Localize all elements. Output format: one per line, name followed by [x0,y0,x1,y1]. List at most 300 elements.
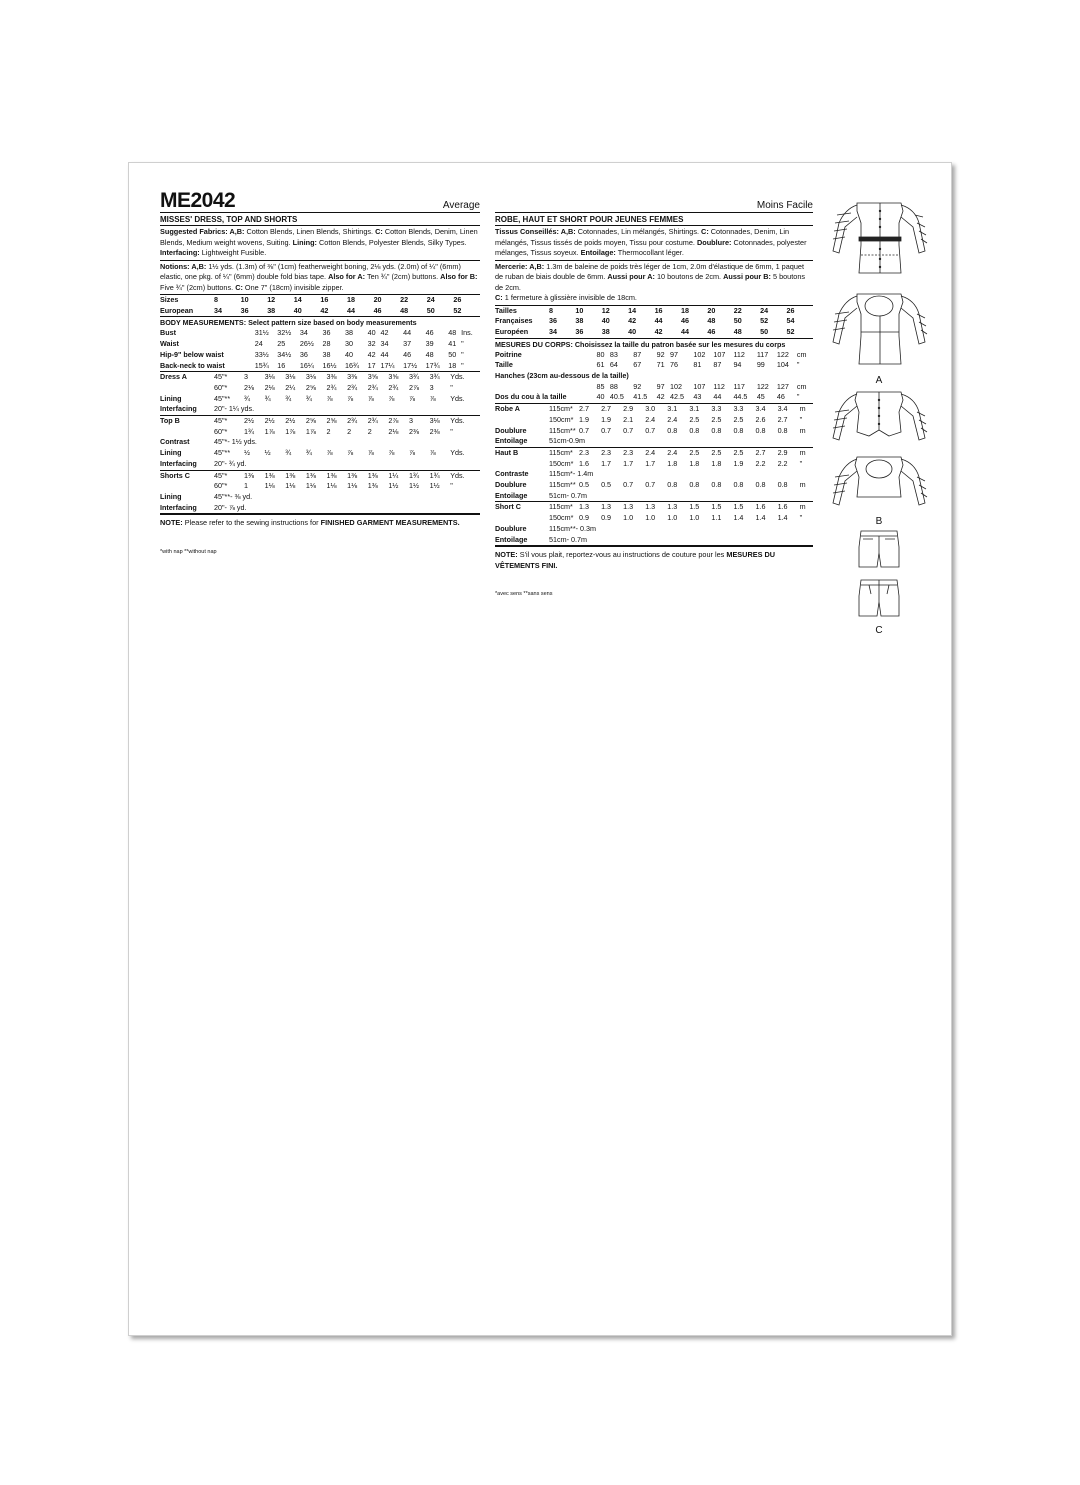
table-cell: 2.3 [601,447,612,457]
table-cell: 18 [680,305,689,315]
table-cell: 80 [596,349,605,359]
table-cell: 60"* [214,481,228,491]
table-cell: " [796,360,800,370]
table-cell: 44 [346,305,355,315]
table-cell: 51cm- 0.7m [549,490,587,500]
table-cell: 1.3 [667,502,678,512]
table-cell: 15¾ [254,360,269,370]
table-cell: 24 [426,295,435,304]
table-cell: 48 [425,349,434,359]
table-cell: 1.5 [689,502,700,512]
table-cell: 52 [453,305,462,315]
table-cell: 32 [367,339,376,349]
table-cell: 1.9 [601,414,612,424]
table-cell: 10 [575,305,584,315]
table-cell: 52 [760,316,769,326]
table-cell: 94 [733,360,742,370]
table-cell: 0.7 [601,425,612,435]
table-cell: 34½ [277,349,292,359]
table-cell: m [799,480,806,490]
table-row [160,416,480,427]
table-cell: 1.0 [667,513,678,523]
table-cell: 112 [713,381,725,391]
table-cell: 1 [244,481,248,491]
table-cell: 1⅜ [285,470,296,480]
table-cell: 1.9 [579,414,589,424]
table-cell: 117 [756,349,769,359]
table-row [495,469,813,480]
row-label: Sizes [160,295,179,304]
table-cell: 1.8 [689,458,700,468]
table-cell: 83 [609,349,618,359]
table-cell: 44 [403,328,412,338]
table-cell: 46 [403,349,412,359]
table-cell: 45"* [214,416,228,426]
table-cell: 1⅛ [326,481,337,491]
table-cell: 0.8 [711,480,722,490]
nap-footnote: *with nap **without nap [160,548,217,555]
row-label [160,383,214,394]
table-cell: 0.8 [777,425,788,435]
table-cell: ½ [244,448,250,458]
table-cell: 24 [254,339,263,349]
table-cell: 3⅜ [347,372,358,382]
table-cell: 0.8 [755,425,766,435]
table-row [160,503,480,514]
table-cell: 1.5 [733,502,744,512]
table-row [495,480,813,491]
pattern-title: MISSES' DRESS, TOP AND SHORTS [160,215,480,226]
row-label: Back-neck to waist [160,360,225,370]
table-cell: 24 [760,305,769,315]
table-cell: 36 [240,305,249,315]
table-cell: 1⅞ [305,426,316,436]
table-row [160,372,480,383]
table-cell: " [799,513,803,523]
table-cell: 0.8 [667,425,678,435]
technical-drawings [829,193,929,636]
table-cell: 38 [345,328,354,338]
dress-a-front-drawing [829,193,929,279]
table-cell: 44 [380,349,389,359]
table-cell: 1.0 [623,513,634,523]
table-cell: 40.5 [609,392,624,402]
table-row [495,415,813,426]
table-row [495,327,813,338]
yardage-tables-fr [495,404,813,546]
table-cell: 60"* [214,382,228,392]
table-cell: 30 [345,339,354,349]
table-cell: 60"* [214,426,228,436]
table-cell: 0.5 [601,480,612,490]
table-cell: 2¼ [285,382,296,392]
table-cell: 2.2 [777,458,788,468]
table-row [160,394,480,405]
table-cell: 3¾ [429,372,440,382]
table-cell: 42 [654,326,663,336]
table-cell: 1.3 [601,502,612,512]
body-measurements-table [160,328,480,372]
table-cell: 1.0 [689,513,700,523]
fabrics-paragraph-fr: Tissus Conseillés: A,B: Cotonnades, Lin mélangés, Shirtings. C: Cotonnades, Denim, Lin mélangés, Tissus tissés de poids moyen, Tissu pour costume. Doublure: Cotonnades, polyester mélanges, Tissus soyeux. Entoilage: Thermocollant léger. [495,226,813,261]
table-cell: 2.2 [755,458,766,468]
table-cell: 2.3 [579,447,589,457]
table-cell: 36 [322,328,331,338]
table-cell: 42.5 [669,392,684,402]
table-cell: 2⅝ [326,416,337,426]
table-cell: 1⅜ [264,470,275,480]
table-row [495,382,813,393]
body-measurements-table-fr [495,350,813,405]
table-cell: 3.1 [667,404,678,414]
table-cell: 107 [693,381,706,391]
table-cell: 1½ [429,481,440,491]
table-cell [225,339,255,350]
table-cell: 3⅛ [429,416,440,426]
row-label: Doublure [495,523,527,533]
table-cell: 50 [760,326,769,336]
table-cell: 14 [628,305,637,315]
table-row [160,437,480,448]
table-cell: ⅞ [388,448,395,458]
table-cell: 150cm* [549,513,574,523]
table-cell: 1⅛ [347,481,358,491]
table-cell: ½ [264,448,271,458]
table-row [495,535,813,546]
table-cell: 36 [549,316,557,326]
table-row [495,436,813,447]
table-cell: ⅞ [347,393,354,403]
notions-paragraph-fr: Mercerie: A,B: 1.3m de baleine de poids très léger de 1cm, 2.0m d'élastique de 6mm, 1 paquet de ruban de biais double de 6mm. Aussi pour A: 10 boutons de 2cm. Aussi pour B: 5 boutons de 2cm. C: 1 fermeture à glissière invisible de 18cm. [495,261,813,306]
table-cell: 2⅜ [409,426,419,436]
row-label: Waist [160,339,179,349]
table-cell: 51cm-0.9m [549,436,585,446]
table-cell: 3.1 [689,404,700,414]
table-cell: 85 [596,381,605,391]
table-cell: 16 [277,360,286,370]
table-cell: 2 [326,426,331,436]
table-cell: 1.5 [711,502,722,512]
table-cell: 8 [214,295,218,304]
table-row [495,491,813,502]
table-cell: ⅞ [429,448,436,458]
table-cell: 36 [575,326,584,336]
table-cell: 1.3 [623,502,634,512]
table-cell: 34 [214,305,222,315]
table-cell: 1¾ [409,470,419,480]
table-cell: 42 [320,305,329,315]
table-cell: 1.3 [579,502,589,512]
table-cell: 22 [400,295,409,304]
table-cell: 81 [693,360,702,370]
table-cell: 3.0 [645,404,656,414]
table-cell: 0.9 [579,513,589,523]
table-cell: 14 [293,295,302,304]
table-cell: 45"**- ⅜ yd. [214,491,253,501]
table-cell: 44 [654,316,663,326]
view-c-drawings [829,527,929,636]
dress-a-back-drawing [829,284,929,370]
table-cell: 3 [244,372,248,382]
table-row [495,371,813,382]
table-cell: 122 [756,381,769,391]
table-cell: 20"- ¾ yd. [214,458,247,468]
row-label: Interfacing [160,502,197,512]
table-cell: 2.6 [755,414,766,424]
table-cell: 122 [776,349,789,359]
table-cell: 3.3 [733,404,744,414]
table-cell: 2⅞ [409,382,419,392]
table-cell: 40 [628,326,637,336]
table-cell: 17¾ [425,360,440,370]
table-cell: 20 [707,305,716,315]
table-cell: ¾ [244,393,250,403]
table-cell: 50 [426,305,435,315]
table-cell: 45 [756,392,765,402]
table-cell: 17½ [403,360,418,370]
table-row [495,426,813,437]
table-cell: 20"- 1¼ yds. [214,404,255,414]
table-row [160,481,480,492]
table-row [495,404,813,415]
table-cell: 1⅜ [367,481,378,491]
table-cell: ⅞ [409,448,415,458]
table-row [160,306,480,317]
yardage-tables [160,372,480,514]
table-cell: 2⅜ [429,426,440,436]
table-cell: 12 [267,295,276,304]
table-cell: 18 [346,295,355,304]
table-cell: ¾ [305,393,312,403]
top-b-back-drawing [829,451,929,511]
table-cell: 0.8 [711,425,722,435]
row-label: Hip-9" below waist [160,349,224,359]
row-label: Entoilage [495,534,528,544]
table-cell: 2⅝ [305,416,316,426]
table-cell: 1.4 [755,513,766,523]
table-cell: 2.7 [777,414,788,424]
table-cell: 2.7 [755,447,766,457]
table-cell: 0.8 [733,425,744,435]
row-label: Contraste [495,469,529,479]
table-cell: 31½ [254,328,269,338]
table-cell: 1¾ [244,426,254,436]
table-cell: 115cm*- 1.4m [549,469,594,479]
table-cell: 22 [733,305,742,315]
table-cell: 16 [654,305,663,315]
table-cell: Yds. [450,448,465,458]
table-cell: 16½ [322,360,337,370]
table-cell: 16 [320,295,329,304]
table-cell: 40 [596,392,605,402]
table-cell: 0.7 [623,480,634,490]
finished-measurements-note-fr: NOTE: S'il vous plait, reportez-vous au instructions de couture pour les MESURES DU VÊTEMENTS FINI. [495,546,813,571]
table-row [160,471,480,482]
table-cell: 2½ [244,416,254,426]
row-label [160,481,214,492]
table-row [495,524,813,535]
row-label: Haut B [495,447,519,457]
table-cell: 42 [380,328,389,338]
english-header [160,190,480,213]
table-cell: 12 [601,305,610,315]
row-label [495,382,567,393]
table-cell: 25 [277,339,286,349]
table-cell: " [461,349,464,359]
sens-footnote: *avec sens **sans sens [495,591,553,598]
table-cell: 40 [367,328,376,338]
row-label: Interfacing [160,404,197,414]
table-row [495,306,813,317]
yardage-table [495,448,813,503]
table-cell: 2¾ [347,416,358,426]
table-cell: 20 [373,295,382,304]
table-cell: 2.7 [601,404,612,414]
size-table [160,295,480,317]
table-cell: 1.7 [623,458,634,468]
table-cell: 34 [299,328,308,338]
notions-paragraph: Notions: A,B: 1½ yds. (1.3m) of ⅜" (1cm) featherweight boning, 2⅛ yds. (2.0m) of ¼" (6mm) elastic, one pkg. of ¼" (6mm) double fold bias tape. Also for A: Ten ¾" (2cm) buttons. Also for B: Five ¾" (2cm) buttons. C: One 7" (18cm) invisible zipper. [160,261,480,296]
table-cell: 51cm- 0.7m [549,534,587,544]
row-label [495,459,549,470]
table-cell: 40 [345,349,354,359]
table-cell: 46 [373,305,382,315]
table-row [495,459,813,470]
row-label: Lining [160,393,182,403]
table-cell: 2.4 [667,414,678,424]
table-cell: 88 [609,381,618,391]
table-cell: 99 [756,360,765,370]
table-cell: 2¾ [388,382,399,392]
shorts-c-front-drawing [829,527,929,571]
table-cell: 44 [713,392,722,402]
table-cell: 1⅛ [305,481,316,491]
table-cell: 46 [425,328,434,338]
table-cell: cm [796,349,807,359]
table-cell: 3⅜ [326,372,337,382]
table-cell: 115cm* [549,447,573,457]
table-cell: 3⅛ [305,372,316,382]
table-row [495,392,813,403]
table-cell: 0.9 [601,513,612,523]
table-cell: 61 [596,360,605,370]
table-cell: 87 [713,360,722,370]
table-cell: 45"** [214,448,231,458]
row-label: Européen [495,326,529,336]
row-label: Dress A [160,372,187,382]
table-cell: Yds. [450,416,465,426]
table-row [160,427,480,438]
yardage-table [160,372,480,416]
table-cell: 3⅛ [264,372,275,382]
table-row [160,295,480,306]
table-cell: 2.3 [623,447,634,457]
table-cell: 0.8 [667,480,678,490]
table-cell: 0.7 [645,425,656,435]
table-cell: 16¼ [299,360,314,370]
row-label: Taille [495,360,513,370]
table-cell: 2⅞ [388,416,399,426]
table-cell: 43 [693,392,702,402]
table-cell: 150cm* [549,414,574,424]
table-cell: 1⅛ [285,481,296,491]
table-row [160,328,480,339]
table-cell: 1¾ [429,470,440,480]
table-cell: ⅞ [409,393,415,403]
row-label: Short C [495,502,521,512]
table-cell: 2⅛ [388,426,399,436]
table-row [495,448,813,459]
row-label: Robe A [495,404,520,414]
table-cell: 1.8 [667,458,678,468]
table-cell: 0.8 [689,480,700,490]
table-cell: ⅞ [367,393,374,403]
table-cell [567,350,597,361]
table-cell: 2½ [264,416,275,426]
row-label [495,415,549,426]
table-cell: 18 [448,360,457,370]
table-cell: 16¾ [345,360,360,370]
table-cell: " [461,339,464,349]
view-b-drawings [829,386,929,527]
table-cell: 1.6 [579,458,589,468]
yardage-table [160,416,480,471]
pattern-number: ME2042 [160,189,236,212]
view-c-label: C [875,625,883,636]
table-row [495,502,813,513]
table-cell: Yds. [450,470,465,480]
table-cell [567,392,597,403]
table-cell: 67 [633,360,642,370]
table-row [495,316,813,327]
table-cell: 48 [400,305,409,315]
french-header [495,190,813,213]
table-row [160,339,480,350]
table-cell: 48 [448,328,457,338]
row-label: Doublure [495,425,527,435]
table-cell: 34 [549,326,557,336]
table-cell: 87 [633,349,642,359]
table-cell: 1.0 [645,513,656,523]
table-cell: 1⅜ [347,470,358,480]
english-column [160,190,480,555]
view-b-label: B [875,516,883,527]
table-cell: 97 [656,381,665,391]
finished-measurements-note: NOTE: Please refer to the sewing instructions for FINISHED GARMENT MEASUREMENTS. [160,514,480,529]
table-cell: 127 [776,381,789,391]
table-cell: 3¾ [409,372,419,382]
table-cell: 1⅞ [285,426,296,436]
table-cell: 36 [299,349,308,359]
table-cell: 97 [669,349,678,359]
table-cell: 102 [693,349,706,359]
table-cell: 2.4 [667,447,678,457]
table-cell: 42 [656,392,665,402]
table-cell: 2.5 [711,447,722,457]
table-cell: 46 [707,326,716,336]
table-cell: " [796,392,800,402]
fabrics-paragraph: Suggested Fabrics: A,B: Cotton Blends, Linen Blends, Shirtings. C: Cotton Blends, Denim, Linen Blends, Medium weight wovens, Suiting. Lining: Cotton Blends, Polyester Blends, Silky Types. Interfacing: Lightweight Fusible. [160,226,480,261]
table-cell: 2.9 [777,447,788,457]
body-measurements-title: BODY MEASUREMENTS: Select pattern size based on body measurements [160,318,417,328]
table-cell: 2¾ [367,382,378,392]
table-cell: 48 [733,326,742,336]
table-cell: 2.5 [733,414,744,424]
row-label: Lining [160,448,182,458]
table-cell: 44 [680,326,689,336]
table-cell: ⅞ [347,448,354,458]
table-cell: 1.4 [777,513,788,523]
